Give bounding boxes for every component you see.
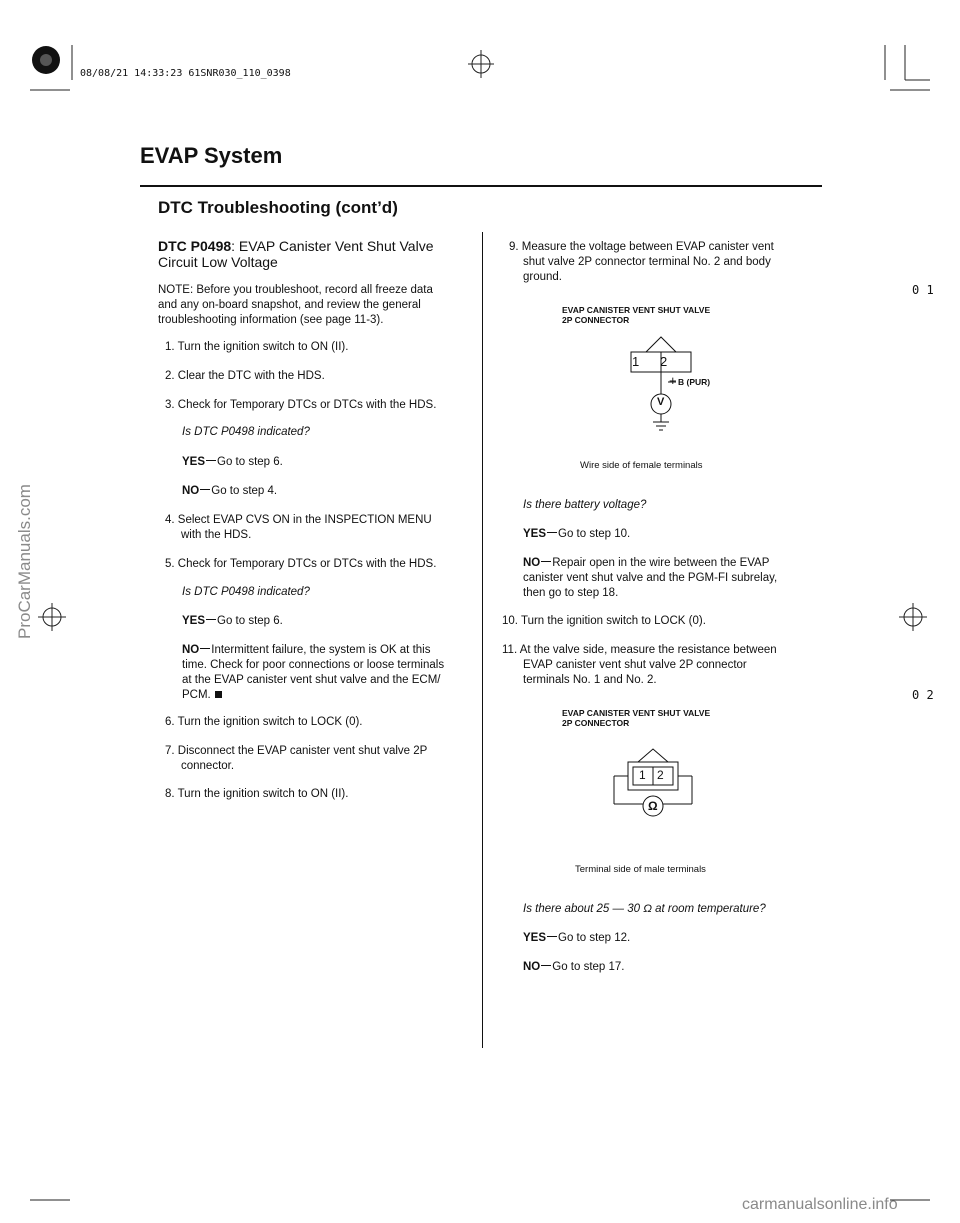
yes-label: YES (523, 528, 547, 540)
question-1: Is DTC P0498 indicated? (182, 426, 310, 438)
step-1: 1. Turn the ignition switch to ON (II). (165, 341, 349, 353)
step-6: 6. Turn the ignition switch to LOCK (0). (165, 716, 363, 728)
yes-label: YES (523, 932, 547, 944)
title-rule (140, 185, 822, 187)
page-title: EVAP System (140, 143, 283, 168)
step-8: 8. Turn the ignition switch to ON (II). (165, 788, 349, 800)
step-line: shut valve 2P connector terminal No. 2 and body (523, 256, 771, 268)
step-line: ground. (523, 271, 563, 283)
side-mark-1: 0 1 (912, 283, 934, 297)
fig2-pin-2: 2 (657, 768, 664, 782)
yes-label: YES (182, 615, 206, 627)
step-line: terminals No. 1 and No. 2. (523, 674, 657, 686)
answer-text: Repair open in the wire between the EVAP (552, 557, 770, 569)
watermark-left: ProCarManuals.com (15, 484, 34, 639)
no-label: NO (523, 961, 541, 973)
step-3: 3. Check for Temporary DTCs or DTCs with the HDS. (165, 399, 437, 411)
figure-2-label (562, 708, 710, 728)
step-line: 4. Select EVAP CVS ON in the INSPECTION MENU (165, 514, 432, 526)
note (158, 283, 433, 328)
answer-text: at the EVAP canister vent shut valve and the ECM/ (182, 674, 441, 686)
answer-text: then go to step 18. (523, 587, 619, 599)
answer-text: Go to step 10. (558, 528, 631, 540)
step-9 (509, 240, 774, 285)
step-4 (165, 513, 432, 543)
watermark-bottom: carmanualsonline.info (742, 1196, 898, 1213)
answer-no-1 (182, 484, 277, 499)
label-line: 2P CONNECTOR (562, 315, 630, 325)
side-mark-2: 0 2 (912, 688, 934, 702)
dtc-description: : EVAP Canister Vent Shut Valve (231, 238, 434, 254)
registration-target-icon (32, 46, 60, 74)
step-line: 7. Disconnect the EVAP canister vent shut valve 2P (165, 745, 428, 757)
dtc-heading (158, 238, 434, 270)
fig1-pin-1: 1 (632, 354, 640, 369)
answer-no-4 (523, 960, 625, 975)
question-2: Is DTC P0498 indicated? (182, 586, 310, 598)
yes-label: YES (182, 456, 206, 468)
answer-text: Intermittent failure, the system is OK at this (211, 644, 431, 656)
fig1-plus-sign: + (669, 373, 677, 388)
answer-text: Go to step 6. (217, 456, 283, 468)
note-line: troubleshooting information (see page 11-3). (158, 314, 384, 326)
figure-1-caption: Wire side of female terminals (580, 460, 703, 471)
answer-text: Go to step 17. (552, 961, 625, 973)
step-11 (502, 643, 777, 688)
step-2: 2. Clear the DTC with the HDS. (165, 370, 325, 382)
answer-yes-1 (182, 455, 283, 470)
no-label: NO (523, 557, 541, 569)
step-10: 10. Turn the ignition switch to LOCK (0). (502, 615, 706, 627)
fig2-meter-symbol: Ω (648, 799, 658, 813)
answer-no-3 (523, 556, 777, 601)
figure-2-diagram (600, 740, 710, 830)
step-line: connector. (181, 760, 235, 772)
section-title: DTC Troubleshooting (cont’d) (158, 198, 398, 217)
step-line: 9. Measure the voltage between EVAP canister vent (509, 241, 774, 253)
no-label: NO (182, 644, 200, 656)
question-3: Is there battery voltage? (523, 499, 647, 511)
step-line: EVAP canister vent shut valve 2P connector (523, 659, 747, 671)
dtc-code: DTC P0498 (158, 238, 232, 254)
step-7 (165, 744, 427, 774)
no-label: NO (182, 485, 200, 497)
answer-text: Go to step 6. (217, 615, 283, 627)
figure-1-label (562, 305, 710, 325)
fig1-wire-label: B (PUR) (678, 377, 711, 387)
answer-no-2 (182, 643, 444, 703)
answer-text: canister vent shut valve and the PGM-FI subrelay, (523, 572, 778, 584)
question-4: Is there about 25 — 30 Ω at room temperature? (523, 903, 766, 915)
answer-yes-3 (523, 527, 630, 542)
answer-text: Go to step 12. (558, 932, 631, 944)
fig1-meter-letter: V (657, 396, 665, 408)
column-divider (482, 232, 483, 1048)
label-line: EVAP CANISTER VENT SHUT VALVE (562, 708, 711, 718)
answer-yes-2 (182, 614, 283, 629)
fig2-pin-1: 1 (639, 768, 646, 782)
note-line: NOTE: Before you troubleshoot, record all freeze data (158, 284, 433, 296)
fig1-pin-2: 2 (660, 354, 668, 369)
answer-text: Go to step 4. (211, 485, 278, 497)
note-line: and any on-board snapshot, and review the general (158, 299, 421, 311)
answer-yes-4 (523, 931, 630, 946)
step-line: 11. At the valve side, measure the resistance between (502, 644, 777, 656)
dtc-description-2: Circuit Low Voltage (158, 254, 278, 270)
end-square-icon (215, 691, 222, 698)
label-line: EVAP CANISTER VENT SHUT VALVE (562, 305, 711, 315)
answer-text: PCM. (182, 689, 211, 701)
answer-text: time. Check for poor connections or loose terminals (182, 659, 445, 671)
step-5: 5. Check for Temporary DTCs or DTCs with the HDS. (165, 558, 437, 570)
label-line: 2P CONNECTOR (562, 718, 630, 728)
print-mark: 08/08/21 14:33:23 61SNR030_110_0398 (80, 68, 291, 79)
figure-2-caption: Terminal side of male terminals (575, 864, 706, 875)
step-line: with the HDS. (181, 529, 252, 541)
